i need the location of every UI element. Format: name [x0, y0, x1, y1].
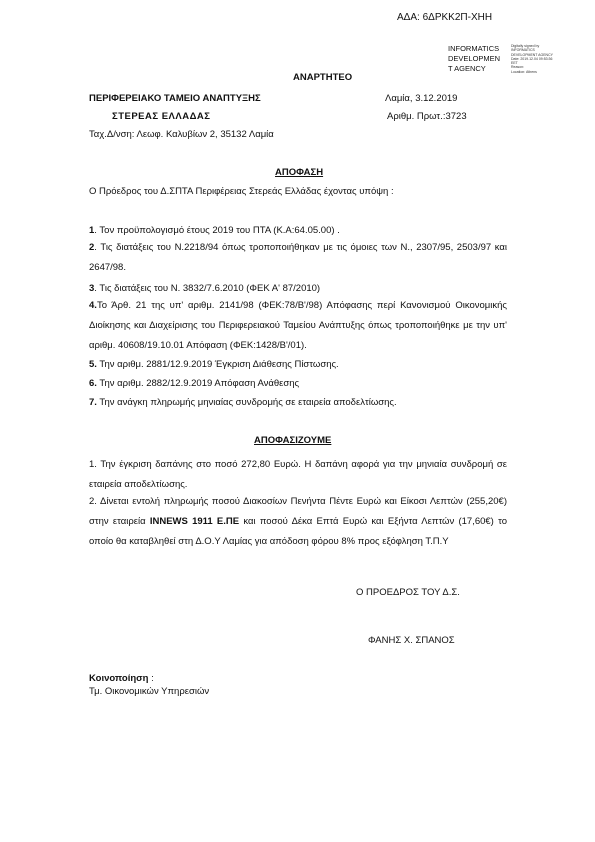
distribution-recipient: Τμ. Οικονομικών Υπηρεσιών: [89, 686, 210, 697]
distribution-heading: Κοινοποίηση :: [89, 673, 154, 684]
digital-signature-stamp: [448, 44, 500, 74]
address: Ταχ.Δ/νση: Λεωφ. Καλυβίων 2, 35132 Λαμία: [89, 129, 274, 140]
company-name: INNEWS 1911 Ε.ΠΕ: [149, 516, 240, 527]
signature-fine-print: Digitally signed by INFORMATICS DEVELOPMENT AGENCY Date: 2019.12.04 09:53:36 EET Reason: Location: Athens: [511, 44, 553, 74]
consideration-item: 7. Την ανάγκη πληρωμής μηνιαίας συνδρομής σε εταιρεία αποδελτίωσης.: [89, 397, 397, 408]
decision-title: ΑΠΟΦΑΣΗ: [275, 167, 324, 178]
posting-label: ΑΝΑΡΤΗΤΕΟ: [293, 72, 353, 83]
stamp-line: INFORMATICS: [448, 44, 500, 53]
decide-title: ΑΠΟΦΑΣΙΖΟΥΜΕ: [254, 435, 332, 446]
stamp-line: DEVELOPMEN: [448, 54, 501, 63]
organization-name: ΠΕΡΙΦΕΡΕΙΑΚΟ ΤΑΜΕΙΟ ΑΝΑΠΤΥΞΗΣ: [89, 93, 261, 104]
consideration-item: 6. Την αριθμ. 2882/12.9.2019 Απόφαση Ανάθεσης: [89, 378, 300, 389]
signatory-name: ΦΑΝΗΣ Χ. ΣΠΑΝΟΣ: [368, 635, 455, 646]
consideration-item: 5. Την αριθμ. 2881/12.9.2019 Έγκριση Διάθεσης Πίστωσης.: [89, 359, 339, 370]
signatory-role: Ο ΠΡΟΕΔΡΟΣ ΤΟΥ Δ.Σ.: [356, 587, 460, 598]
document-date: Λαμία, 3.12.2019: [385, 93, 458, 104]
decision-item: 1. Την έγκριση δαπάνης στο ποσό 272,80 Ευρώ. Η δαπάνη αφορά για την μηνιαία συνδρομή σε εταιρεία αποδελτίωσης.: [89, 459, 507, 490]
organization-region: ΣΤΕΡΕΑΣ ΕΛΛΑΔΑΣ: [112, 111, 211, 122]
protocol-number: Αριθμ. Πρωτ.:3723: [387, 111, 467, 122]
consideration-item: 4.Το Άρθ. 21 της υπ' αριθμ. 2141/98 (ΦΕΚ:78/Β'/98) Απόφασης περί Κανονισμού Οικονομικής Διοίκησης και Διαχείρισης του Περιφερειακού Ταμείου Ανάπτυξης όπως τροποποιήθηκε με την υπ' αριθμ. 40608/19.10.01 Απόφαση (ΦΕΚ:1428/Β'/01).: [89, 300, 507, 351]
decision-item: 2. Δίνεται εντολή πληρωμής ποσού Διακοσίων Πενήντα Πέντε Ευρώ και Είκοσι Λεπτών (255,20€) στην εταιρεία INNEWS 1911 Ε.ΠΕ και ποσού Δέκα Επτά Ευρώ και Εξήντα Λεπτών (17,60€) το οποίο θα καταβληθεί στη Δ.Ο.Υ Λαμίας για απόδοση φόρου 8% προς εξόφληση Τ.Π.Υ: [89, 496, 507, 547]
stamp-line: T AGENCY: [448, 64, 486, 73]
intro-line: Ο Πρόεδρος του Δ.ΣΠΤΑ Περιφέρειας Στερεάς Ελλάδας έχοντας υπόψη :: [89, 186, 394, 197]
consideration-item: 1. Τον προϋπολογισμό έτους 2019 του ΠΤΑ (Κ.Α:64.05.00) .: [89, 225, 340, 236]
ada-code: ΑΔΑ: 6ΔΡΚΚ2Π-ΧΗΗ: [397, 12, 493, 23]
consideration-item: 3. Τις διατάξεις του Ν. 3832/7.6.2010 (ΦΕΚ Α' 87/2010): [89, 283, 321, 294]
consideration-item: 2. Τις διατάξεις του Ν.2218/94 όπως τροποποιήθηκαν με τις όμοιες των Ν., 2307/95, 2503/97 και 2647/98.: [89, 242, 507, 273]
